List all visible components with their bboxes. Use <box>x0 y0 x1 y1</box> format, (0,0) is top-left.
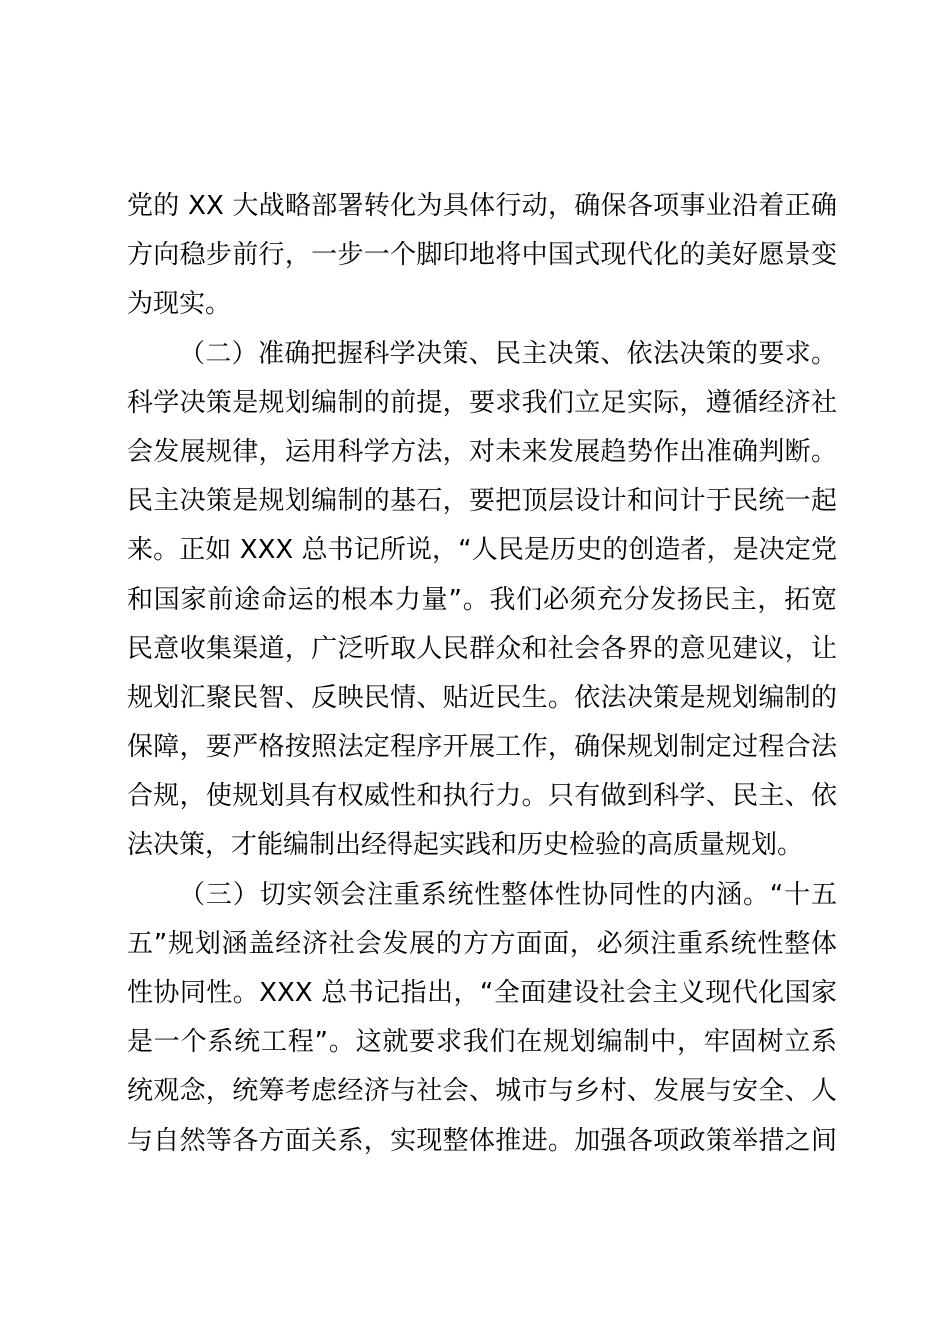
section-heading-line: （三）切实领会注重系统性整体性协同性的内涵。“十五 <box>179 879 837 910</box>
paragraph-1 <box>127 182 837 330</box>
paragraph-2 <box>127 330 837 871</box>
text-line: 统观念，统筹考虑经济与社会、城市与乡村、发展与安全、人 <box>127 1076 837 1107</box>
text-line: 与自然等各方面关系，实现整体推进。加强各项政策举措之间 <box>127 1125 837 1156</box>
paragraph-3 <box>127 871 837 1166</box>
section-heading-line: （二）准确把握科学决策、民主决策、依法决策的要求。 <box>179 338 837 369</box>
text-line: 合规，使规划具有权威性和执行力。只有做到科学、民主、依 <box>127 781 837 812</box>
text-line: 来。正如 XXX 总书记所说，“人民是历史的创造者，是决定党 <box>127 535 837 566</box>
text-line: 是一个系统工程”。这就要求我们在规划编制中，牢固树立系 <box>127 1027 837 1058</box>
text-line: 保障，要严格按照法定程序开展工作，确保规划制定过程合法 <box>127 732 837 763</box>
body-text <box>127 182 837 1166</box>
text-line: 会发展规律，运用科学方法，对未来发展趋势作出准确判断。 <box>127 436 837 467</box>
text-line: 方向稳步前行，一步一个脚印地将中国式现代化的美好愿景变 <box>127 240 837 271</box>
text-line: 党的 XX 大战略部署转化为具体行动，确保各项事业沿着正确 <box>127 191 837 221</box>
text-line: 法决策，才能编制出经得起实践和历史检验的高质量规划。 <box>127 830 804 861</box>
text-line: 和国家前途命运的根本力量”。我们必须充分发扬民主，拓宽 <box>127 584 837 615</box>
text-line: 科学决策是规划编制的前提，要求我们立足实际，遵循经济社 <box>127 387 837 418</box>
text-line: 性协同性。XXX 总书记指出，“全面建设社会主义现代化国家 <box>127 978 837 1008</box>
text-line: 民主决策是规划编制的基石，要把顶层设计和问计于民统一起 <box>127 486 837 517</box>
text-line: 五”规划涵盖经济社会发展的方方面面，必须注重系统性整体 <box>127 928 837 959</box>
text-line: 规划汇聚民智、反映民情、贴近民生。依法决策是规划编制的 <box>127 682 837 713</box>
text-line: 为现实。 <box>127 289 232 320</box>
text-line: 民意收集渠道，广泛听取人民群众和社会各界的意见建议，让 <box>127 633 837 664</box>
